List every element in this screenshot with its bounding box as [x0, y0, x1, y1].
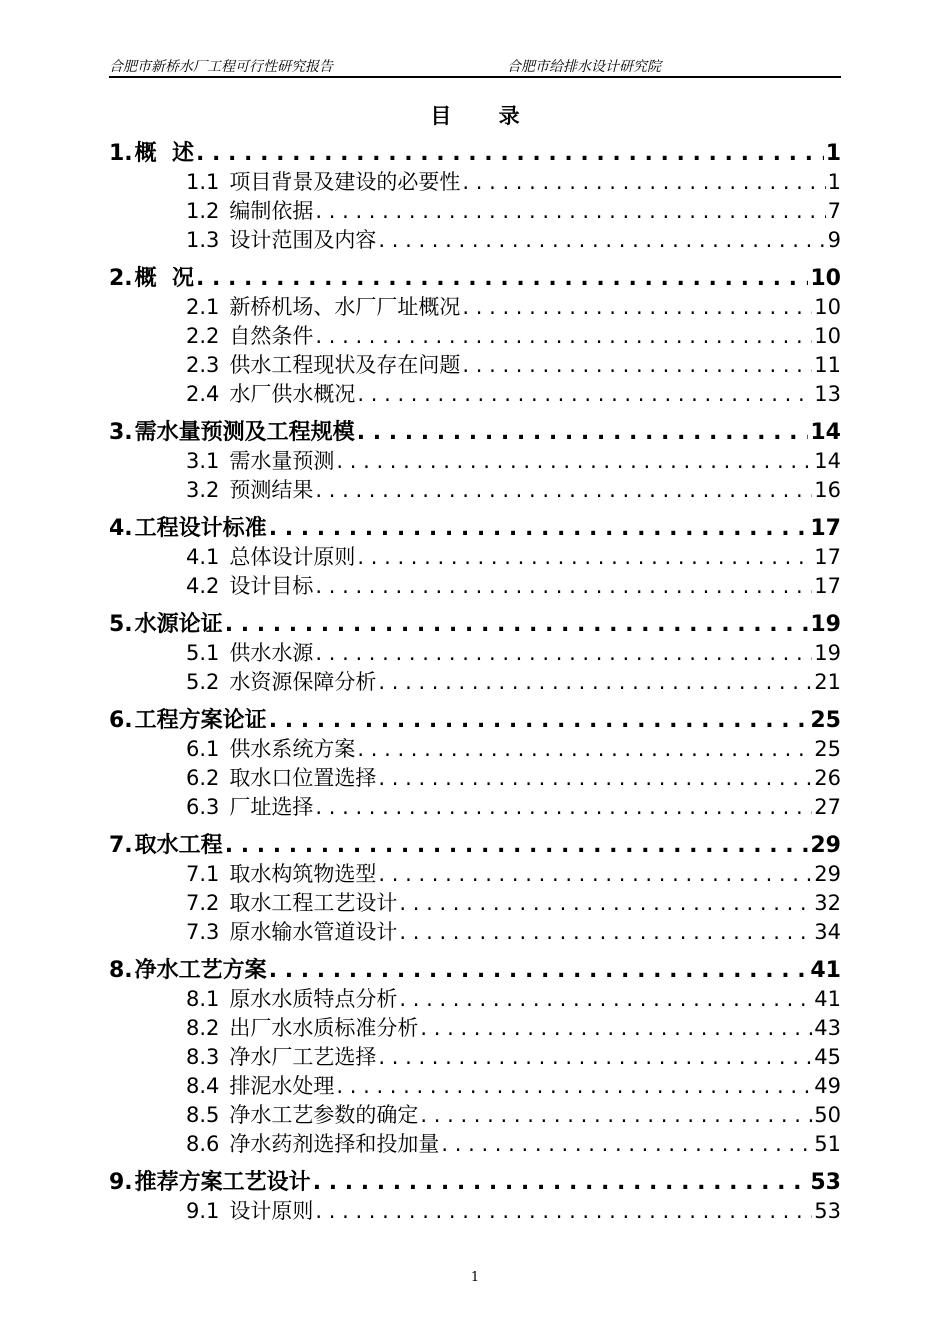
section-page-number: 49 — [814, 1074, 841, 1098]
section-title: 净水工艺参数的确定 — [229, 1103, 419, 1127]
chapter-page-number: 41 — [810, 958, 841, 983]
dot-leader — [378, 1043, 812, 1072]
dot-leader — [462, 351, 812, 380]
chapter-page-number: 14 — [810, 420, 841, 445]
section-page-number: 7 — [827, 199, 841, 223]
section-title: 水厂供水概况 — [229, 382, 356, 406]
section-page-number: 21 — [814, 670, 841, 694]
toc-chapter — [109, 831, 841, 947]
toc-section-entry[interactable] — [109, 293, 841, 322]
section-page-number: 27 — [814, 795, 841, 819]
dot-leader — [196, 139, 824, 168]
section-title: 设计范围及内容 — [229, 228, 377, 252]
chapter-title: 概 况 — [134, 266, 194, 291]
toc-chapter-entry[interactable] — [109, 610, 841, 639]
toc-section-entry[interactable] — [109, 918, 841, 947]
toc-chapter-entry[interactable] — [109, 139, 841, 168]
toc-chapter-entry[interactable] — [109, 1168, 841, 1197]
section-number: 6.3 — [186, 795, 220, 819]
toc-chapter — [109, 514, 841, 601]
toc-chapter — [109, 706, 841, 822]
chapter-title: 工程方案论证 — [134, 708, 267, 733]
section-page-number: 25 — [814, 737, 841, 761]
dot-leader — [269, 514, 809, 543]
toc-chapter-entry[interactable] — [109, 514, 841, 543]
toc-section-entry[interactable] — [109, 1130, 841, 1159]
chapter-page-number: 29 — [810, 833, 841, 858]
toc-section-entry[interactable] — [109, 1197, 841, 1226]
section-page-number: 45 — [814, 1045, 841, 1069]
section-number: 8.5 — [186, 1103, 220, 1127]
dot-leader — [420, 1014, 812, 1043]
dot-leader — [315, 322, 812, 351]
dot-leader — [462, 293, 812, 322]
toc-section-entry[interactable] — [109, 793, 841, 822]
dot-leader — [441, 1130, 812, 1159]
toc-chapter-entry[interactable] — [109, 956, 841, 985]
section-title: 供水水源 — [229, 641, 314, 665]
dot-leader — [315, 476, 812, 505]
section-title: 出厂水水质标准分析 — [229, 1016, 419, 1040]
chapter-number: 5. — [109, 612, 133, 637]
dot-leader — [357, 418, 809, 447]
section-title: 新桥机场、水厂厂址概况 — [229, 295, 461, 319]
dot-leader — [269, 706, 809, 735]
toc-section-entry[interactable] — [109, 476, 841, 505]
dot-leader — [336, 1072, 812, 1101]
section-number: 9.1 — [186, 1199, 220, 1223]
dot-leader — [378, 764, 812, 793]
chapter-title: 取水工程 — [134, 833, 223, 858]
toc-title: 目 录 — [430, 104, 540, 128]
chapter-title: 净水工艺方案 — [134, 958, 267, 983]
section-title: 预测结果 — [229, 478, 314, 502]
section-page-number: 29 — [814, 862, 841, 886]
toc-chapter — [109, 956, 841, 1159]
section-title: 供水工程现状及存在问题 — [229, 353, 461, 377]
chapter-title: 概 述 — [134, 141, 194, 166]
section-page-number: 11 — [814, 353, 841, 377]
toc-section-entry[interactable] — [109, 447, 841, 476]
page-number: 1 — [470, 1270, 480, 1285]
chapter-number: 1. — [109, 141, 133, 166]
section-title: 净水药剂选择和投加量 — [229, 1132, 440, 1156]
toc-chapter-entry[interactable] — [109, 418, 841, 447]
section-number: 1.1 — [186, 170, 220, 194]
toc-section-entry[interactable] — [109, 1072, 841, 1101]
chapter-number: 6. — [109, 708, 133, 733]
section-title: 设计目标 — [229, 574, 314, 598]
chapter-number: 3. — [109, 420, 133, 445]
section-number: 2.4 — [186, 382, 220, 406]
section-title: 排泥水处理 — [229, 1074, 335, 1098]
chapter-number: 8. — [109, 958, 133, 983]
toc-section-entry[interactable] — [109, 168, 841, 197]
section-page-number: 17 — [814, 574, 841, 598]
header-divider — [109, 76, 841, 78]
section-page-number: 43 — [814, 1016, 841, 1040]
section-number: 2.3 — [186, 353, 220, 377]
toc-section-entry[interactable] — [109, 322, 841, 351]
toc-section-entry[interactable] — [109, 860, 841, 889]
toc-section-entry[interactable] — [109, 226, 841, 255]
dot-leader — [420, 1101, 812, 1130]
section-number: 1.2 — [186, 199, 220, 223]
section-title: 取水工程工艺设计 — [229, 891, 398, 915]
section-page-number: 1 — [827, 170, 841, 194]
dot-leader — [225, 610, 809, 639]
section-title: 供水系统方案 — [229, 737, 356, 761]
dot-leader — [225, 831, 809, 860]
section-title: 原水水质特点分析 — [229, 987, 398, 1011]
toc-chapter — [109, 418, 841, 505]
section-title: 需水量预测 — [229, 449, 335, 473]
section-number: 4.2 — [186, 574, 220, 598]
table-of-contents — [109, 139, 841, 1226]
dot-leader — [196, 264, 808, 293]
running-header — [109, 54, 841, 76]
toc-section-entry[interactable] — [109, 639, 841, 668]
section-title: 项目背景及建设的必要性 — [229, 170, 461, 194]
dot-leader — [315, 1197, 812, 1226]
dot-leader — [357, 543, 812, 572]
section-title: 设计原则 — [229, 1199, 314, 1223]
section-number: 6.1 — [186, 737, 220, 761]
section-title: 净水厂工艺选择 — [229, 1045, 377, 1069]
chapter-page-number: 53 — [810, 1170, 841, 1195]
toc-chapter — [109, 1168, 841, 1226]
dot-leader — [399, 889, 812, 918]
toc-chapter-entry[interactable] — [109, 264, 841, 293]
section-number: 6.2 — [186, 766, 220, 790]
section-number: 1.3 — [186, 228, 220, 252]
dot-leader — [315, 197, 825, 226]
toc-chapter — [109, 610, 841, 697]
section-page-number: 14 — [814, 449, 841, 473]
chapter-page-number: 25 — [810, 708, 841, 733]
section-page-number: 41 — [814, 987, 841, 1011]
chapter-title: 水源论证 — [134, 612, 223, 637]
section-number: 7.3 — [186, 920, 220, 944]
toc-section-entry[interactable] — [109, 1101, 841, 1130]
section-number: 8.6 — [186, 1132, 220, 1156]
chapter-title: 需水量预测及工程规模 — [134, 420, 355, 445]
dot-leader — [336, 447, 812, 476]
dot-leader — [315, 639, 812, 668]
dot-leader — [378, 668, 812, 697]
section-title: 厂址选择 — [229, 795, 314, 819]
toc-chapter-entry[interactable] — [109, 831, 841, 860]
section-number: 8.2 — [186, 1016, 220, 1040]
toc-chapter-entry[interactable] — [109, 706, 841, 735]
toc-chapter — [109, 264, 841, 409]
section-page-number: 17 — [814, 545, 841, 569]
section-page-number: 53 — [814, 1199, 841, 1223]
dot-leader — [357, 380, 812, 409]
section-number: 3.2 — [186, 478, 220, 502]
section-title: 总体设计原则 — [229, 545, 356, 569]
section-title: 取水口位置选择 — [229, 766, 377, 790]
toc-section-entry[interactable] — [109, 380, 841, 409]
section-title: 原水输水管道设计 — [229, 920, 398, 944]
header-report-title: 合肥市新桥水厂工程可行性研究报告 — [109, 59, 333, 75]
chapter-page-number: 1 — [825, 141, 841, 166]
section-page-number: 13 — [814, 382, 841, 406]
toc-section-entry[interactable] — [109, 572, 841, 601]
section-page-number: 10 — [814, 324, 841, 348]
section-number: 8.4 — [186, 1074, 220, 1098]
section-page-number: 50 — [814, 1103, 841, 1127]
dot-leader — [378, 226, 825, 255]
chapter-number: 7. — [109, 833, 133, 858]
section-page-number: 34 — [814, 920, 841, 944]
section-number: 5.1 — [186, 641, 220, 665]
section-page-number: 51 — [814, 1132, 841, 1156]
section-number: 2.2 — [186, 324, 220, 348]
section-page-number: 26 — [814, 766, 841, 790]
section-title: 水资源保障分析 — [229, 670, 377, 694]
section-page-number: 19 — [814, 641, 841, 665]
dot-leader — [313, 1168, 809, 1197]
section-title: 取水构筑物选型 — [229, 862, 377, 886]
dot-leader — [462, 168, 825, 197]
section-number: 7.1 — [186, 862, 220, 886]
dot-leader — [357, 735, 812, 764]
chapter-number: 2. — [109, 266, 133, 291]
dot-leader — [269, 956, 809, 985]
toc-section-entry[interactable] — [109, 351, 841, 380]
toc-section-entry[interactable] — [109, 889, 841, 918]
section-title: 自然条件 — [229, 324, 314, 348]
dot-leader — [399, 918, 812, 947]
section-page-number: 32 — [814, 891, 841, 915]
toc-section-entry[interactable] — [109, 197, 841, 226]
toc-section-entry[interactable] — [109, 735, 841, 764]
section-title: 编制依据 — [229, 199, 314, 223]
chapter-number: 9. — [109, 1170, 133, 1195]
section-number: 8.1 — [186, 987, 220, 1011]
section-number: 7.2 — [186, 891, 220, 915]
chapter-title: 工程设计标准 — [134, 516, 267, 541]
section-number: 8.3 — [186, 1045, 220, 1069]
chapter-page-number: 10 — [810, 266, 841, 291]
toc-section-entry[interactable] — [109, 668, 841, 697]
chapter-page-number: 17 — [810, 516, 841, 541]
chapter-title: 推荐方案工艺设计 — [134, 1170, 311, 1195]
toc-section-entry[interactable] — [109, 764, 841, 793]
dot-leader — [315, 572, 812, 601]
section-number: 2.1 — [186, 295, 220, 319]
dot-leader — [315, 793, 812, 822]
section-page-number: 10 — [814, 295, 841, 319]
section-number: 4.1 — [186, 545, 220, 569]
dot-leader — [399, 985, 812, 1014]
toc-chapter — [109, 139, 841, 255]
toc-section-entry[interactable] — [109, 985, 841, 1014]
section-page-number: 16 — [814, 478, 841, 502]
toc-section-entry[interactable] — [109, 543, 841, 572]
header-institute-name: 合肥市给排水设计研究院 — [507, 59, 661, 75]
toc-section-entry[interactable] — [109, 1014, 841, 1043]
chapter-page-number: 19 — [810, 612, 841, 637]
toc-section-entry[interactable] — [109, 1043, 841, 1072]
chapter-number: 4. — [109, 516, 133, 541]
section-number: 5.2 — [186, 670, 220, 694]
section-number: 3.1 — [186, 449, 220, 473]
dot-leader — [378, 860, 812, 889]
section-page-number: 9 — [827, 228, 841, 252]
